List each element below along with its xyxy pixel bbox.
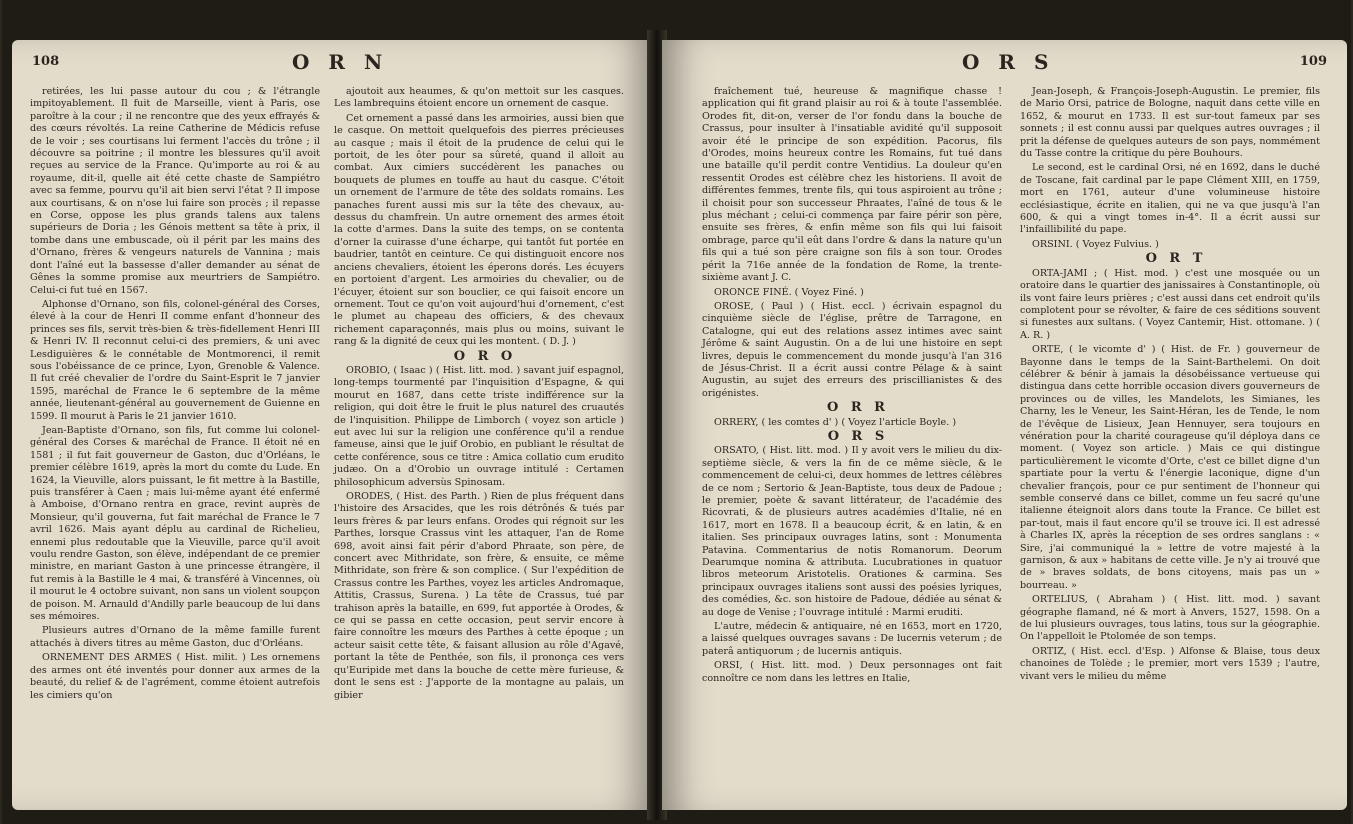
section-letters: O R T	[1145, 251, 1207, 267]
section-letters: O R S	[827, 428, 889, 444]
right-column-2	[1020, 86, 1320, 685]
running-head-left: O R N	[292, 50, 389, 74]
open-book	[2, 0, 1351, 824]
page-number-right: 109	[1299, 54, 1327, 69]
running-head-right: O R S	[962, 50, 1055, 74]
article-paragraph: Cet ornement a passé dans les armoiries, aussi bien que le casque. On mettoit quelquefois des pierres précieuses au casque ; mais il étoit de la prudence de celui qui le portoit, de les ôter pour sa sûreté, quand il alloit au combat. Aux cimiers succédèrent les panaches ou bouquets de plumes en touffe au haut du casque. C'étoit un ornement de l'armure de tête des soldats romains. Les panaches furent aussi mis sur la tête des chevaux, au-dessus du chamfrein. Un autre ornement des armes étoit la cotte d'armes. Dans la suite des temps, on se contenta d'orner la cuirasse d'une écharpe, qui tantôt fut portée en baudrier, tantôt en ceinture. Ce qui distinguoit encore nos anciens chevaliers, étoient les éperons dorés. Les écuyers en portoient d'argent. Les armoiries du chevalier, ou de l'écuyer, étoient sur son bouclier, ce qui faisoit encore un ornement. Tout ce qu'on voit aujourd'hui d'ornement, c'est le plumet au chapeau des officiers, & des chevaux richement caparaçonnés, mais plus ou moins, suivant le rang & la dignité de ceux qui les montent. ( D. J. )	[334, 112, 624, 348]
article-paragraph: Jean-Baptiste d'Ornano, son fils, fut comme lui colonel-général des Corses & maréchal de France. Il étoit né en 1581 ; il fut fait gouverneur de Gaston, duc d'Orléans, le premier célèbre 1619, après la mort du comte du Lude. En 1624, la Vieuville, alors puissant, le fit mettre à la Bastille, puis transférer à Caen ; mais lui-même ayant été enfermé à Amboise, d'Ornano rentra en grace, revint auprès de Monsieur, qu'il gouverna, fut fait maréchal de France le 7 avril 1626. Mais ayant déplu au cardinal de Richelieu, ennemi plus redoutable que la Vieuville, parce qu'il avoit voulu rendre Gaston, son élève, indépendant de ce premier ministre, en mariant Gaston à une princesse étrangère, il fut remis à la Bastille le 4 mai, & transféré à Vincennes, où il mourut le 4 octobre suivant, non sans un violent soupçon de poison. M. Arnauld d'Andilly parle beaucoup de lui dans ses mémoires.	[30, 424, 320, 623]
article-paragraph: Alphonse d'Ornano, son fils, colonel-général des Corses, élevé à la cour de Henri II comme enfant d'honneur des princes ses fils, servit très-bien & très-fidellement Henri III & Henri IV. Il reconnut celui-ci des premiers, & uni avec Lesdiguières & le connétable de Montmorenci, il remit sous l'obéissance de ce prince, Lyon, Grenoble & Valence. Il fut créé chevalier de l'ordre du Saint-Esprit le 7 janvier 1595, maréchal de France le 6 septembre de la même année, lieutenant-général au gouvernement de Guienne en 1599. Il mourut à Paris le 21 janvier 1610.	[30, 298, 320, 422]
right-page	[662, 40, 1347, 810]
article-paragraph: Le second, est le cardinal Orsi, né en 1692, dans le duché de Toscane, fait cardinal par le pape Clément XIII, en 1759, mort en 1761, auteur d'une volumineuse histoire ecclésiastique, écrite en italien, qui ne va que jusqu'à l'an 600, & qui a vingt tomes in-4°. Il a écrit aussi sur l'infaillibilité du pape.	[1020, 162, 1320, 236]
article-paragraph: ORONCE FINÉ. ( Voyez Finé. )	[714, 286, 864, 298]
article-paragraph: ORTIZ, ( Hist. eccl. d'Esp. ) Alfonse & Blaise, tous deux chanoines de Tolède ; le premier, mort vers 1539 ; l'autre, vivant vers le milieu du même	[1020, 645, 1320, 682]
right-column-1	[702, 86, 1002, 687]
article-paragraph: Plusieurs autres d'Ornano de la même famille furent attachés à divers titres au même Gaston, duc d'Orléans.	[30, 625, 320, 649]
article-paragraph: ORRERY, ( les comtes d' ) ( Voyez l'article Boyle. )	[714, 416, 957, 428]
section-letters: O R R	[827, 400, 889, 416]
article-paragraph: ORSI, ( Hist. litt. mod. ) Deux personnages ont fait connoître ce nom dans les lettres en Italie,	[702, 660, 1002, 684]
article-paragraph: ORNEMENT DES ARMES ( Hist. milit. ) Les ornemens des armes ont été inventés pour donner aux armes de la beauté, du relief & de l'agrément, comme étoient autrefois les cimiers qu'on	[30, 652, 320, 701]
article-paragraph: fraîchement tué, heureuse & magnifique chasse ! application qui fit grand plaisir au roi & à toute l'assemblée. Orodes fit, dit-on, verser de l'or fondu dans la bouche de Crassus, pour insulter à l'insatiable avidité qu'il supposoit avoir été le principe de son expédition. Pacorus, fils d'Orodes, moins heureux contre les Romains, fut tué dans une bataille qu'il perdit contre Ventidius. La douleur qu'en ressentit Orodes est célèbre chez les historiens. Il avoit de différentes femmes, trente fils, qui tous aspiroient au trône ; il choisit pour son successeur Phraates, l'aîné de tous & le plus méchant ; celui-ci commença par faire périr son père, ensuite ses frères, & enfin même son fils qui lui faisoit ombrage, parce qu'il eût dans l'ordre & dans la nature qu'un fils qui a tué son père craigne son fils à son tour. Orodes périt la 716e année de la fondation de Rome, la trente-sixième avant J. C.	[702, 86, 1002, 284]
page-number-left: 108	[32, 54, 60, 69]
left-column-2	[334, 86, 624, 704]
article-paragraph: ORTELIUS, ( Abraham ) ( Hist. litt. mod. ) savant géographe flamand, né & mort à Anvers, 1527, 1598. On a de lui plusieurs ouvrages, tous latins, tous sur la géographie. On l'appelloit le Ptolomée de son temps.	[1020, 594, 1320, 643]
article-paragraph: ORTE, ( le vicomte d' ) ( Hist. de Fr. ) gouverneur de Bayonne dans le temps de la Saint-Barthelemi. On doit célébrer & bénir à jamais la désobéissance vertueuse qui distingua dans cette horrible occasion divers gouverneurs de provinces ou de villes, les Mandelots, les Simianes, les Charny, les le Veneur, les Saint-Héran, les de Tende, le nom de l'évêque de Lisieux, Jean Hennuyer, sera toujours en vénération pour la charité courageuse qu'il déploya dans ce moment. ( Voyez son article. ) Mais ce qui distingue particulièrement le vicomte d'Orte, c'est ce billet digne d'un spartiate pour la vertu & l'énergie laconique, digne d'un chevalier françois, pour ce pur sentiment de l'honneur qui semble conservé dans ce billet, comme un feu sacré qu'une italienne éteignoit alors dans toute la France. Ce billet est par-tout, mais il faut encore qu'il se trouve ici. Il est adressé à Charles IX, après la réception de ses ordres sanglans : « Sire, j'ai communiqué la » lettre de votre majesté à la garnison, & aux » habitans de cette ville. Je n'y ai trouvé que de » braves soldats, de bons citoyens, mais pas un » bourreau. »	[1020, 344, 1320, 591]
article-paragraph: Jean-Joseph, & François-Joseph-Augustin. Le premier, fils de Mario Orsi, patrice de Bologne, naquit dans cette ville en 1652, & mourut en 1733. Il est sur-tout fameux par ses sonnets ; il est connu aussi par quelques autres ouvrages ; il prit la défense de quelques auteurs de son pays, nommément du Tasse contre la critique du père Bouhours.	[1020, 86, 1320, 160]
left-page	[12, 40, 652, 810]
article-paragraph: ORSINI. ( Voyez Fulvius. )	[1032, 238, 1159, 250]
article-paragraph: L'autre, médecin & antiquaire, né en 1653, mort en 1720, a laissé quelques ouvrages savans : De lucernis veterum ; de paterâ antiquorum ; de lucernis antiquis.	[702, 621, 1002, 657]
article-paragraph: ORSATO, ( Hist. litt. mod. ) Il y avoit vers le milieu du dix-septième siècle, & vers la fin de ce même siècle, & le commencement de celui-ci, deux hommes de lettres célèbres de ce nom ; Sertorio & Jean-Baptiste, tous deux de Padoue ; le premier, poète & savant littérateur, de l'académie des Ricovrati, & de plusieurs autres académies d'Italie, né en 1617, mort en 1678. Il a beaucoup écrit, & en latin, & en italien. Ses principaux ouvrages latins, sont : Monumenta Patavina. Commentarius de notis Romanorum. Deorum Dearumque nomina & attributa. Lucubrationes in quatuor libros meteorum Aristotelis. Orationes & carmina. Ses principaux ouvrages italiens sont aussi des poésies lyriques, des comédies, &c. son histoire de Padoue, dédiée au sénat & au doge de Venise ; l'ouvrage intitulé : Marmi eruditi.	[702, 445, 1002, 618]
left-column-1	[30, 86, 320, 704]
article-paragraph: retirées, les lui passe autour du cou ; & l'étrangle impitoyablement. Il fuit de Marseille, vient à Paris, ose paroître à la cour ; il ne rencontre que des yeux effrayés & des cœurs révoltés. La reine Catherine de Médicis refuse de le voir ; ses courtisans lui ferment l'accès du trône ; il découvre sa poitrine ; il montre les blessures qu'il avoit reçues au service de la France. Qu'importe au roi & au royaume, dit-il, quelle ait été cette chaste de Sampiétro avec sa femme, pourvu qu'il ait bien servi l'état ? Il impose aux courtisans, & on n'ose lui faire son procès ; il repasse en Corse, oppose les plus grands talens aux talens supérieurs de Doria ; les Génois mettent sa tête à prix, il tombe dans une embuscade, où il périt par les mains des d'Ornano, frères & vengeurs naturels de Vannina ; mais dont l'aîné eut la bassesse d'aller demander au sénat de Gênes la somme promise aux meurtriers de Sampiétro. Celui-ci fut tué en 1567.	[30, 86, 320, 296]
article-paragraph: ORTA-JAMI ; ( Hist. mod. ) c'est une mosquée ou un oratoire dans le quartier des janissaires à Constantinople, où ils vont faire leurs prières ; c'est aussi dans cet endroit qu'ils complotent pour se révolter, & faire de ces séditions souvent si funestes aux sultans. ( Voyez Cantemir, Hist. ottomane. ) ( A. R. )	[1020, 267, 1320, 341]
article-paragraph: ORODES, ( Hist. des Parth. ) Rien de plus fréquent dans l'histoire des Arsacides, que les rois détrônés & tués par leurs frères & par leurs enfans. Orodes qui régnoit sur les Parthes, lorsque Crassus vint les attaquer, l'an de Rome 698, avoit ainsi fait périr d'abord Phraate, son père, de concert avec Mithridate, son frère, & ensuite, ce même Mithridate, son frère & son complice. ( Sur l'expédition de Crassus contre les Parthes, voyez les articles Andromaque, Attitis, Crassus, Surena. ) La tête de Crassus, tué par trahison après la bataille, en 699, fut apportée à Orodes, & ce qui se passa en cette occasion, peut servir encore à faire connoître les mœurs des Parthes à cette époque ; un acteur saisit cette tête, & faisant allusion au rôle d'Agavé, portant la tête de Penthée, son fils, il prononça ces vers qu'Euripide met dans la bouche de cette mère furieuse, & dont le sens est : J'apporte de la montagne au palais, un gibier	[334, 491, 624, 701]
article-paragraph: OROSE, ( Paul ) ( Hist. eccl. ) écrivain espagnol du cinquième siècle de l'église, prêtre de Tarragone, en Catalogne, qui eut des relations assez intimes avec saint Jérôme & saint Augustin. On a de lui une histoire en sept livres, depuis le commencement du monde jusqu'à l'an 316 de Jésus-Christ. Il a écrit aussi contre Pélage & à saint Augustin, au sujet des erreurs des priscillianistes & des origénistes.	[702, 300, 1002, 399]
article-paragraph: ajoutoit aux heaumes, & qu'on mettoit sur les casques. Les lambrequins étoient encore un ornement de casque.	[334, 86, 624, 110]
article-paragraph: OROBIO, ( Isaac ) ( Hist. litt. mod. ) savant juif espagnol, long-temps tourmenté par l'inquisition d'Espagne, & qui mourut en 1687, dans cette triste indifférence sur la religion, qui doit être le fruit le plus naturel des cruautés de l'inquisition. Philippe de Limborch ( voyez son article ) eut avec lui sur la religion une conférence qu'il a rendue fameuse, ainsi que le juif Orobio, en publiant le résultat de cette conférence, sous ce titre : Amica collatio cum erudito judæo. On a d'Orobio un ouvrage intitulé : Certamen philosophicum adversùs Spinosam.	[334, 364, 624, 488]
section-letters: O R O	[453, 348, 517, 364]
